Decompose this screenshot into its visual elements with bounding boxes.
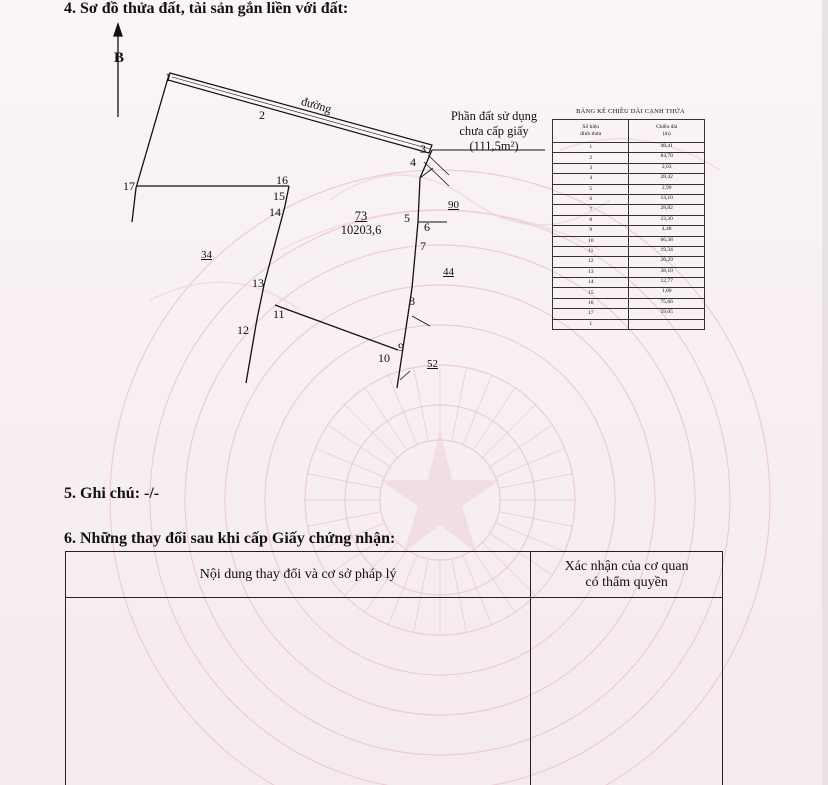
edge-length-cell: 28,82 — [629, 205, 705, 215]
neighbor-parcel-34: 34 — [201, 249, 212, 261]
edge-length-cell: 4,48 — [629, 226, 705, 236]
vertex-id-cell: 1 — [553, 143, 629, 153]
seal-ray — [308, 512, 382, 527]
edge-length-cell: 28,42 — [629, 174, 705, 184]
vertex-id-cell: 11 — [553, 246, 629, 256]
edge-table-row — [553, 215, 705, 225]
vertex-label-13: 13 — [252, 276, 264, 290]
parcel-area: 10203,6 — [340, 223, 382, 237]
neighbor-parcel-90: 90 — [448, 199, 459, 211]
edge-table-row — [553, 194, 705, 204]
vertex-label-17: 17 — [123, 179, 135, 193]
vertex-id-cell: 12 — [553, 257, 629, 267]
edge-table-title: BẢNG KÊ CHIỀU DÀI CẠNH THỬA — [576, 108, 685, 115]
edge-table-row — [553, 174, 705, 184]
edge-length-cell: 59,05 — [629, 309, 705, 319]
edge-table-header-length — [629, 120, 705, 143]
parcel-number: 73 — [354, 209, 368, 223]
edge-table-row — [553, 319, 705, 329]
edge-table-row — [553, 278, 705, 288]
edge-table-row — [553, 163, 705, 173]
edge-length-cell: 1,00 — [629, 288, 705, 298]
boundary-11-10 — [275, 305, 398, 350]
header-vertex-line-1: Số hiệu — [582, 124, 600, 130]
vertex-label-5: 5 — [404, 211, 410, 225]
vertex-label-9: 9 — [398, 340, 404, 354]
changes-content-cell — [66, 598, 531, 785]
unissued-land-note — [444, 109, 544, 154]
edge-table-row — [553, 143, 705, 153]
vertex-label-16: 16 — [276, 173, 288, 187]
edge-table-row — [553, 309, 705, 319]
vertex-id-cell: 1 — [553, 319, 629, 329]
changes-table — [65, 551, 723, 785]
edge-table-row — [553, 153, 705, 163]
hatch-1 — [424, 162, 449, 186]
edge-table-row — [553, 298, 705, 308]
vertex-label-7: 7 — [420, 239, 426, 253]
vertex-label-15: 15 — [273, 189, 285, 203]
vertex-id-cell: 9 — [553, 226, 629, 236]
vertex-label-4: 4 — [410, 155, 416, 169]
note-line-2: chưa cấp giấy — [459, 124, 529, 138]
vertex-id-cell: 10 — [553, 236, 629, 246]
section-4-heading: 4. Sơ đồ thửa đất, tài sản gắn liền với đất: — [64, 0, 349, 17]
vertex-label-1: 1 — [165, 70, 171, 84]
boundary-1-17 — [132, 78, 168, 222]
vertex-id-cell: 13 — [553, 267, 629, 277]
confirm-header-line-2: có thẩm quyền — [585, 574, 668, 590]
north-arrow-head — [114, 24, 122, 36]
road-label: đường — [299, 94, 334, 116]
vertex-id-cell: 17 — [553, 309, 629, 319]
vertex-label-10: 10 — [378, 351, 390, 365]
changes-col-confirm-header — [531, 552, 723, 598]
changes-col-content-header: Nội dung thay đổi và cơ sở pháp lý — [66, 552, 531, 598]
tick-9 — [400, 371, 410, 380]
edge-length-cell: 23,30 — [629, 215, 705, 225]
section-6-heading: 6. Những thay đổi sau khi cấp Giấy chứng nhận: — [64, 530, 396, 547]
header-vertex-line-2: đỉnh thửa — [580, 131, 602, 137]
edge-table-body — [553, 143, 705, 330]
seal-ray — [495, 523, 564, 552]
changes-confirm-cell — [531, 598, 723, 785]
vertex-label-3: 3 — [420, 142, 426, 156]
edge-length-cell: 75,66 — [629, 298, 705, 308]
vertex-id-cell: 15 — [553, 288, 629, 298]
parcel-identifier — [336, 209, 386, 237]
road-centerline — [172, 77, 430, 149]
vertex-label-6: 6 — [424, 220, 430, 234]
edge-length-cell: 66,38 — [629, 236, 705, 246]
north-label: B — [114, 50, 125, 66]
vertex-id-cell: 6 — [553, 194, 629, 204]
neighbor-parcel-52: 52 — [427, 358, 438, 370]
vertex-label-8: 8 — [409, 294, 415, 308]
edge-length-table — [552, 119, 705, 330]
edge-table-row — [553, 246, 705, 256]
note-line-1: Phần đất sử dụng — [450, 109, 538, 123]
edge-table-row — [553, 226, 705, 236]
edge-length-cell: 12,77 — [629, 278, 705, 288]
edge-length-cell: 19,34 — [629, 246, 705, 256]
hatch-2 — [428, 155, 449, 175]
edge-length-cell: 48,41 — [629, 143, 705, 153]
edge-length-cell — [629, 319, 705, 329]
edge-table-row — [553, 184, 705, 194]
edge-table-row — [553, 205, 705, 215]
edge-length-cell: 14,10 — [629, 194, 705, 204]
vertex-id-cell: 16 — [553, 298, 629, 308]
tick-8 — [412, 316, 430, 326]
edge-length-cell: 38,10 — [629, 267, 705, 277]
edge-length-cell: 26,29 — [629, 257, 705, 267]
edge-length-cell: 2,63 — [629, 163, 705, 173]
vertex-id-cell: 4 — [553, 174, 629, 184]
vertex-id-cell: 14 — [553, 278, 629, 288]
vertex-id-cell: 3 — [553, 163, 629, 173]
note-line-3: (111,5m²) — [469, 139, 519, 153]
section-5-heading: 5. Ghi chú: -/- — [64, 485, 160, 502]
edge-table-row — [553, 236, 705, 246]
edge-length-cell: 84,70 — [629, 153, 705, 163]
edge-table-row — [553, 267, 705, 277]
confirm-header-line-1: Xác nhận của cơ quan — [564, 558, 689, 574]
seal-ray — [499, 512, 573, 527]
edge-table-row — [553, 288, 705, 298]
header-length-line-1: Chiều dài — [656, 124, 678, 130]
edge-length-cell: 2,99 — [629, 184, 705, 194]
vertex-id-cell: 7 — [553, 205, 629, 215]
vertex-id-cell: 5 — [553, 184, 629, 194]
edge-table-header-vertex — [553, 120, 629, 143]
neighbor-parcel-44: 44 — [443, 266, 454, 278]
vertex-id-cell: 2 — [553, 153, 629, 163]
edge-table-row — [553, 257, 705, 267]
vertex-label-11: 11 — [273, 307, 285, 321]
header-length-line-2: (m) — [662, 131, 671, 137]
vertex-id-cell: 8 — [553, 215, 629, 225]
vertex-label-14: 14 — [269, 205, 281, 219]
vertex-label-12: 12 — [237, 323, 249, 337]
vertex-label-2: 2 — [259, 108, 265, 122]
